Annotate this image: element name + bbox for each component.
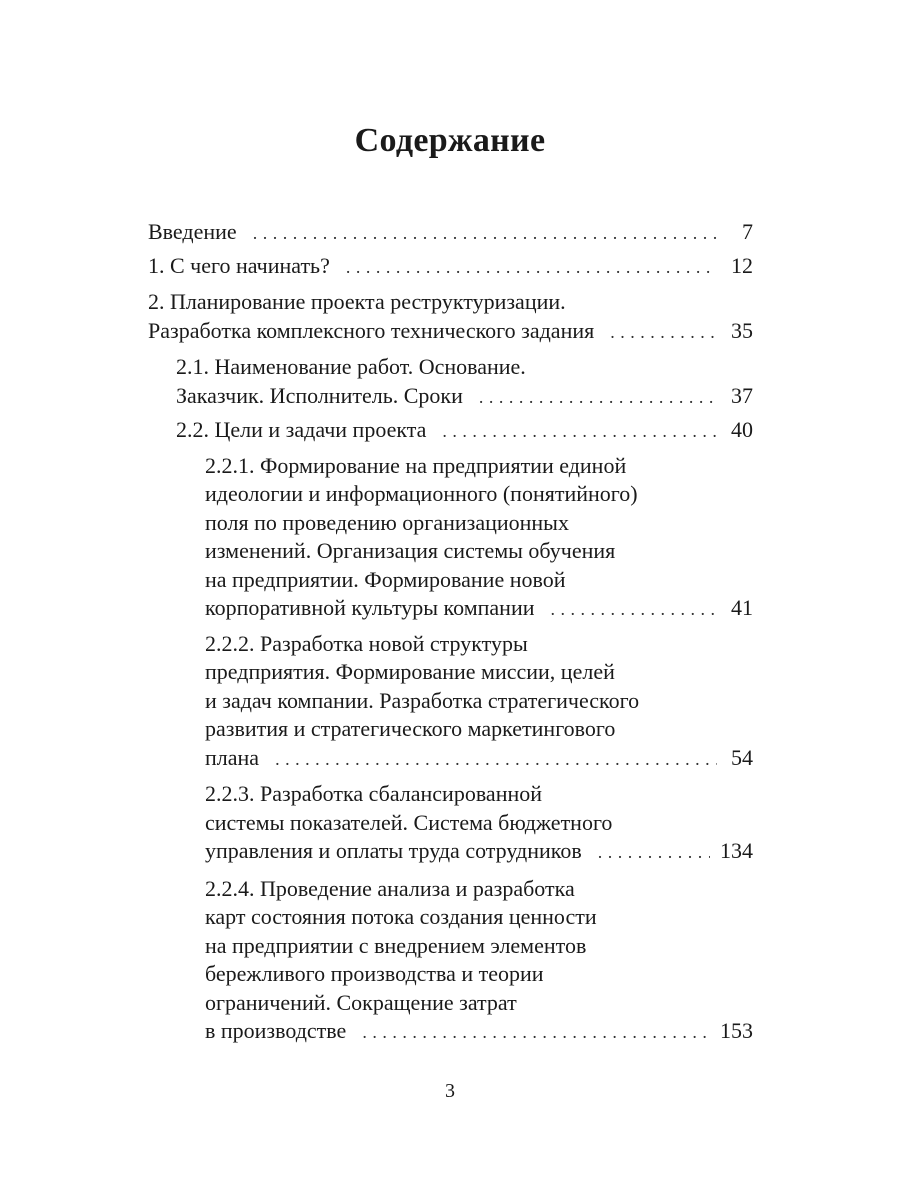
toc-entry-line: ограничений. Сокращение затрат	[205, 989, 517, 1015]
toc-entry	[148, 875, 753, 1047]
dot-leader	[598, 837, 710, 867]
toc-entry	[148, 353, 753, 411]
dot-leader	[550, 594, 717, 624]
toc-entry	[148, 288, 753, 346]
toc-page-number: 40	[731, 417, 753, 442]
toc-entry-title: плана	[205, 744, 260, 770]
toc-entry-line: поля по проведению организационных	[205, 509, 569, 535]
toc-entry-line: на предприятии. Формирование новой	[205, 566, 566, 592]
toc-entry-title: корпоративной культуры компании	[205, 595, 535, 620]
toc-entry-line: 2.1. Наименование работ. Основание.	[176, 354, 526, 379]
dot-leader	[479, 382, 717, 412]
toc-entry	[148, 780, 753, 867]
dot-leader	[442, 416, 717, 446]
toc-entry-title: 2.2. Цели и задачи проекта	[176, 417, 427, 442]
dot-leader	[610, 317, 717, 347]
toc-page-number: 153	[720, 1018, 753, 1043]
toc-entry-line: на предприятии с внедрением элементов	[205, 932, 587, 958]
toc-entry-title: Заказчик. Исполнитель. Сроки	[176, 382, 463, 408]
toc-entry-line: карт состояния потока создания ценности	[205, 904, 597, 929]
toc-entry-title: Разработка комплексного технического задания	[148, 317, 595, 343]
toc-entry-line: изменений. Организация системы обучения	[205, 538, 616, 563]
table-of-contents	[148, 218, 753, 1047]
dot-leader	[346, 252, 717, 282]
toc-entry-line: 2.2.4. Проведение анализа и разработка	[205, 875, 575, 901]
toc-entry	[148, 218, 753, 248]
toc-entry-last-line	[148, 218, 753, 248]
toc-entry-line: 2. Планирование проекта реструктуризации.	[148, 289, 566, 314]
toc-entry-last-line	[205, 744, 753, 774]
toc-entry-last-line	[148, 252, 753, 282]
toc-entry	[148, 416, 753, 446]
toc-entry-title: управления и оплаты труда сотрудников	[205, 838, 582, 863]
toc-entry-line: предприятия. Формирование миссии, целей	[205, 659, 615, 684]
toc-page-number: 41	[731, 595, 753, 620]
toc-entry-last-line	[148, 317, 753, 347]
toc-entry-line: и задач компании. Разработка стратегического	[205, 687, 640, 713]
toc-entry-line: бережливого производства и теории	[205, 961, 544, 986]
toc-entry-line: 2.2.1. Формирование на предприятии единой	[205, 452, 627, 478]
toc-entry-last-line	[205, 1017, 753, 1047]
toc-entry-last-line	[205, 837, 753, 867]
toc-entry	[148, 630, 753, 774]
toc-entry-line: системы показателей. Система бюджетного	[205, 809, 613, 835]
dot-leader	[362, 1017, 710, 1047]
dot-leader	[275, 744, 717, 774]
dot-leader	[253, 218, 717, 248]
page-number: 3	[445, 1080, 455, 1102]
page-title: Содержание	[354, 122, 546, 159]
toc-page-number: 12	[731, 252, 753, 278]
toc-entry-line: идеологии и информационного (понятийного)	[205, 481, 638, 506]
toc-page-number: 134	[720, 838, 753, 863]
toc-entry-line: 2.2.3. Разработка сбалансированной	[205, 781, 543, 806]
toc-entry	[148, 452, 753, 624]
toc-page-number: 37	[731, 382, 753, 408]
toc-entry-line: 2.2.2. Разработка новой структуры	[205, 630, 528, 656]
toc-entry-line: развития и стратегического маркетингового	[205, 716, 616, 741]
toc-entry-title: 1. С чего начинать?	[148, 252, 330, 278]
toc-entry-title: Введение	[148, 219, 237, 244]
toc-page-number: 7	[742, 219, 753, 244]
toc-entry-title: в производстве	[205, 1018, 347, 1043]
toc-entry-last-line	[205, 594, 753, 624]
toc-entry-last-line	[176, 382, 753, 412]
toc-entry-last-line	[176, 416, 753, 446]
toc-page-number: 35	[731, 317, 753, 343]
toc-entry	[148, 252, 753, 282]
toc-page-number: 54	[731, 744, 753, 770]
